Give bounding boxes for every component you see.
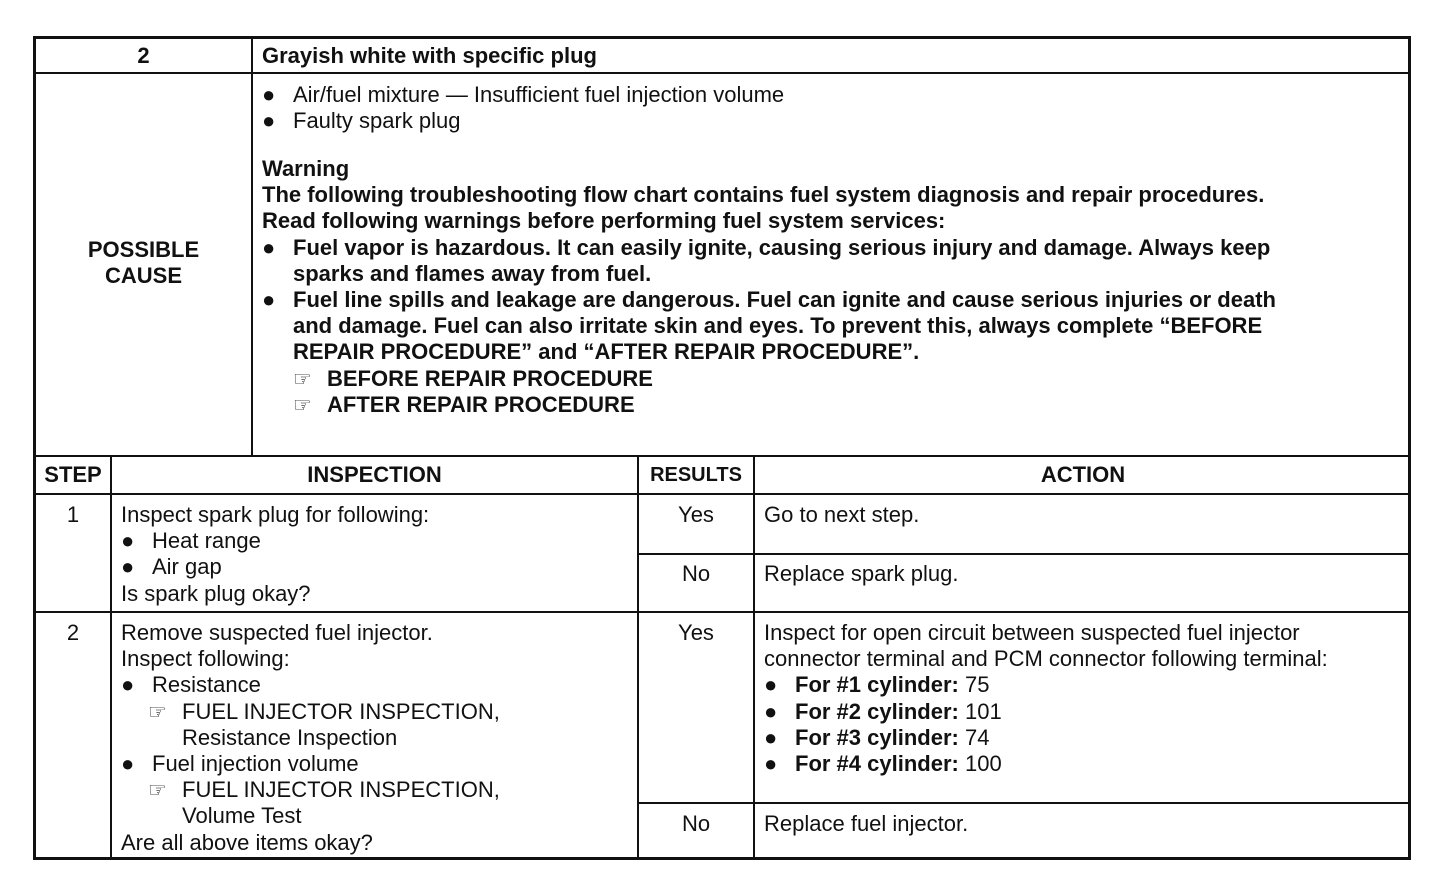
list-item: ● Air/fuel mixture — Insufficient fuel injection volume (262, 82, 785, 107)
list-item: ● For #2 cylinder: 101 (764, 698, 1002, 724)
step-number: 2 (66, 620, 80, 645)
step-number: 1 (66, 502, 80, 527)
rule-columns-bottom (33, 493, 1411, 495)
rule-cause-bottom (33, 455, 1411, 457)
result-yes: Yes (678, 620, 714, 645)
rule-step1-bottom (33, 611, 1411, 613)
result-no: No (681, 811, 711, 836)
column-header-action: ACTION (1040, 462, 1126, 487)
list-item: ● For #3 cylinder: 74 (764, 724, 990, 750)
result-no: No (681, 561, 711, 586)
rule-header-bottom (33, 72, 1411, 74)
rule-step-divider (110, 455, 112, 860)
warning-title: Warning (262, 156, 350, 181)
list-item: ● Heat range (121, 528, 261, 554)
column-header-inspection: INSPECTION (307, 462, 442, 487)
symptom-number: 2 (137, 43, 150, 68)
reference-icon: ☞ (293, 393, 312, 417)
step1-inspection: Inspect spark plug for following: ● Heat range ● Air gap Is spark plug okay? (121, 502, 430, 606)
fuel-warning: Warning The following troubleshooting flow chart contains fuel system diagnosis and repair procedures. Read following warnings before performing fuel system services: ● Fuel vapor is hazardous. It can easily ignite, causing serious injury and damage. Always keep sparks and flames away from fuel. ● Fuel line spills and leakage are dangerous. Fuel can ignite and cause serious injuries or death and damage. Fuel can also irritate skin and eyes. To prevent this, always complete “BEFORE REPAIR PROCEDURE” and “AFTER REPAIR PROCEDURE”. ☞ BEFORE REPAIR PROCEDURE ☞ AFTER REPAIR PROCEDURE (262, 156, 1276, 418)
reference-icon: ☞ (148, 779, 167, 803)
list-item: ● Resistance (121, 672, 261, 698)
fuel-injector-resistance-link[interactable]: ☞ FUEL INJECTOR INSPECTION, (121, 699, 500, 725)
list-item: ● Fuel line spills and leakage are dangerous. Fuel can ignite and cause serious injuries or death (262, 286, 1276, 312)
action-yes: Inspect for open circuit between suspected fuel injector connector terminal and PCM connector following terminal: ● For #1 cylinder: 75 ● For #2 cylinder: 101 ● For #3 cylinder: 74 ● For #4 cylinder: 100 (764, 620, 1328, 776)
before-repair-procedure-link[interactable]: ☞ BEFORE REPAIR PROCEDURE (262, 366, 1276, 392)
result-yes: Yes (678, 502, 714, 527)
list-item: ● For #4 cylinder: 100 (764, 750, 1002, 776)
column-header-results: RESULTS (650, 464, 742, 486)
column-header-step: STEP (44, 462, 102, 487)
possible-cause-label: POSSIBLE CAUSE (87, 237, 200, 288)
list-item: ● Fuel injection volume (121, 750, 359, 776)
rule-cause-divider (251, 36, 253, 456)
list-item: ● Fuel vapor is hazardous. It can easily ignite, causing serious injury and damage. Always keep (262, 234, 1271, 260)
list-item: ● Air gap (121, 554, 222, 580)
step2-inspection: Remove suspected fuel injector. Inspect following: ● Resistance ☞ FUEL INJECTOR INSPECTION, Resistance Inspection ● Fuel injection volume ☞ FUEL INJECTOR INSPECTION, Volume Test Are all above items okay? (121, 620, 500, 855)
list-item: ● For #1 cylinder: 75 (764, 672, 990, 698)
list-item: ● Faulty spark plug (262, 108, 461, 134)
rule-results-divider (753, 455, 755, 860)
reference-icon: ☞ (293, 367, 312, 391)
cause-bullets (262, 82, 784, 134)
action-yes: Go to next step. (764, 502, 920, 527)
after-repair-procedure-link[interactable]: ☞ AFTER REPAIR PROCEDURE (262, 392, 1276, 418)
reference-icon: ☞ (148, 700, 167, 724)
action-no: Replace fuel injector. (764, 811, 969, 836)
fuel-injector-volume-link[interactable]: ☞ FUEL INJECTOR INSPECTION, (121, 777, 500, 803)
symptom-title: Grayish white with specific plug (262, 43, 597, 68)
action-no: Replace spark plug. (764, 561, 959, 586)
